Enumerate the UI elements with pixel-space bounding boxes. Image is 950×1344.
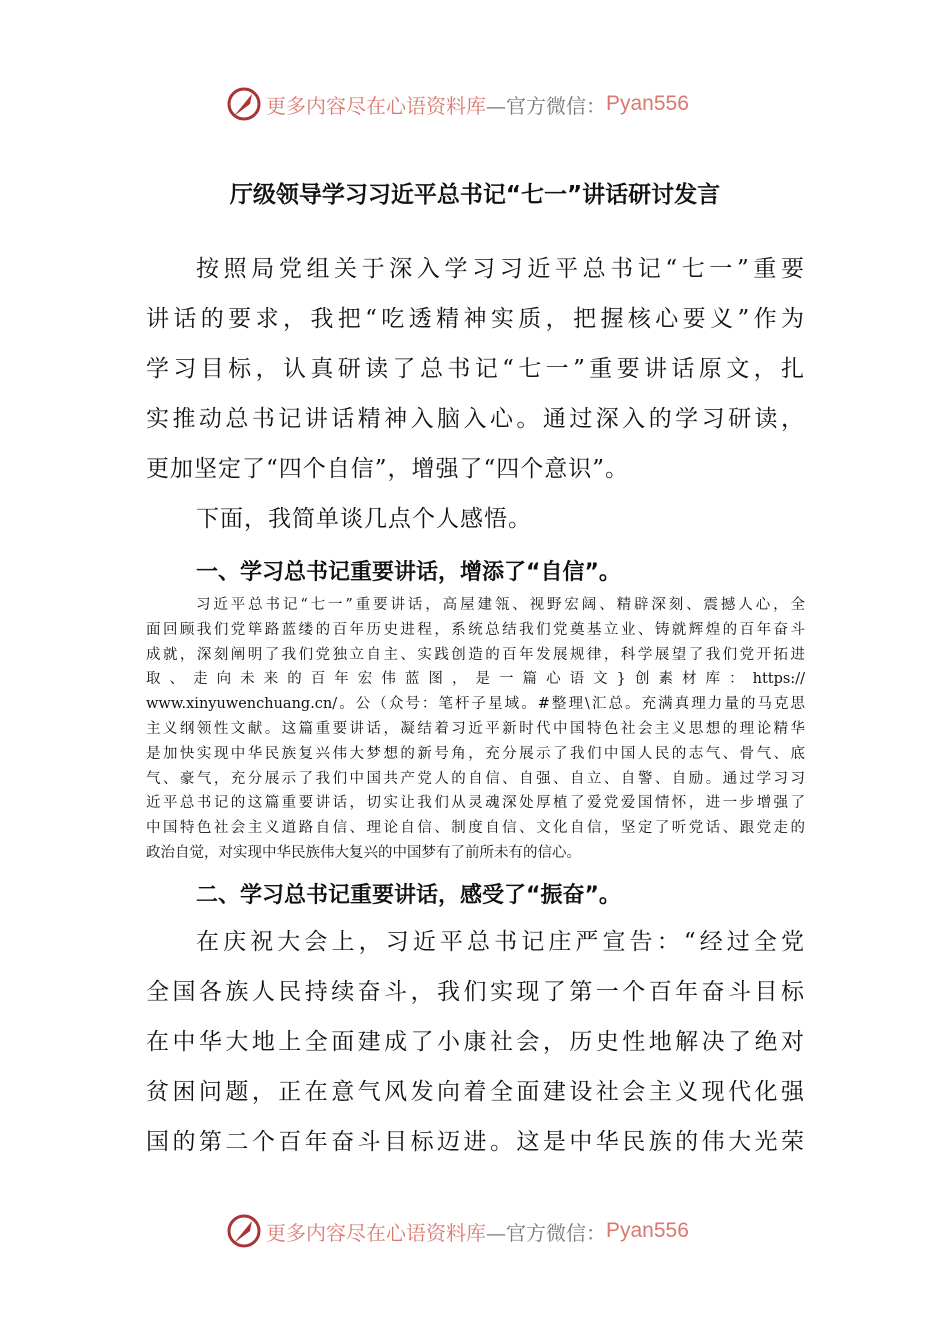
paragraph-section-2 bbox=[146, 917, 805, 1167]
watermark-id: Pyan556 bbox=[606, 92, 689, 115]
text-line: 学习目标，认真研读了总书记“七一”重要讲话原文，扎 bbox=[146, 356, 805, 382]
text-line: 在中华大地上全面建成了小康社会，历史性地解决了绝对 bbox=[146, 1029, 805, 1055]
text-line: 是加快实现中华民族复兴伟大梦想的新号角，充分展示了我们中国人民的志气、骨气、底 bbox=[146, 745, 805, 762]
quill-logo-icon bbox=[226, 1213, 262, 1249]
text-line: 习近平总书记“七一”重要讲话，高屋建瓴、视野宏阔、精辟深刻、震撼人心，全 bbox=[196, 597, 805, 613]
text-line: www.xinyuwenchuang.cn/。公（众号：笔杆子星域。#整理\汇总。充满真理力量的马克思 bbox=[146, 696, 805, 713]
watermark-id: Pyan556 bbox=[606, 1219, 689, 1242]
document-title: 厅级领导学习习近平总书记“七一”讲话研讨发言 bbox=[229, 182, 721, 208]
text-line: 成就，深刻阐明了我们党独立自主、实践创造的百年发展规律，科学展望了我们党开拓进 bbox=[146, 646, 805, 663]
watermark-dash: —官方微信： bbox=[486, 1220, 606, 1245]
section-heading-1: 一、学习总书记重要讲话，增添了“自信”。 bbox=[196, 560, 621, 585]
text-line: 全国各族人民持续奋斗，我们实现了第一个百年奋斗目标 bbox=[146, 979, 805, 1005]
text-line: 贫困问题，正在意气风发向着全面建设社会主义现代化强 bbox=[146, 1079, 805, 1105]
footer-watermark bbox=[226, 1211, 689, 1251]
paragraph-section-1 bbox=[146, 593, 805, 866]
section-heading-2: 二、学习总书记重要讲话，感受了“振奋”。 bbox=[196, 883, 621, 908]
text-line: 国的第二个百年奋斗目标迈进。这是中华民族的伟大光荣 bbox=[146, 1129, 805, 1155]
header-watermark bbox=[226, 84, 689, 124]
text-line: 近平总书记的这篇重要讲话，切实让我们从灵魂深处厚植了爱党爱国情怀，进一步增强了 bbox=[146, 795, 805, 812]
quill-logo-icon bbox=[226, 86, 262, 122]
text-line: 政治自觉，对实现中华民族伟大复兴的中国梦有了前所未有的信心。 bbox=[146, 844, 581, 861]
text-line: 讲话的要求，我把“吃透精神实质，把握核心要义”作为 bbox=[146, 306, 805, 332]
text-line: 按照局党组关于深入学习习近平总书记“七一”重要 bbox=[196, 256, 805, 282]
text-line: 在庆祝大会上，习近平总书记庄严宣告：“经过全党 bbox=[196, 929, 805, 955]
paragraph-intro bbox=[146, 244, 805, 544]
text-line: 更加坚定了“四个自信”，增强了“四个意识”。 bbox=[146, 456, 630, 482]
watermark-text: 更多内容尽在心语资料库 bbox=[266, 1220, 486, 1245]
watermark-dash: —官方微信： bbox=[486, 93, 606, 118]
text-line: 气、豪气，充分展示了我们中国共产党人的自信、自强、自立、自警、自励。通过学习习 bbox=[146, 770, 805, 787]
text-line: 面回顾我们党筚路蓝缕的百年历史进程，系统总结我们党奠基立业、铸就辉煌的百年奋斗 bbox=[146, 621, 805, 638]
text-line: 中国特色社会主义道路自信、理论自信、制度自信、文化自信，坚定了听党话、跟党走的 bbox=[146, 820, 805, 837]
watermark-text: 更多内容尽在心语资料库 bbox=[266, 93, 486, 118]
text-line: 下面，我简单谈几点个人感悟。 bbox=[196, 506, 532, 532]
text-line: 实推动总书记讲话精神入脑入心。通过深入的学习研读， bbox=[146, 406, 805, 432]
text-line: 取、走向未来的百年宏伟蓝图，是一篇心语文}创素材库：https:// bbox=[146, 671, 805, 688]
text-line: 主义纲领性文献。这篇重要讲话，凝结着习近平新时代中国特色社会主义思想的理论精华 bbox=[146, 720, 805, 737]
